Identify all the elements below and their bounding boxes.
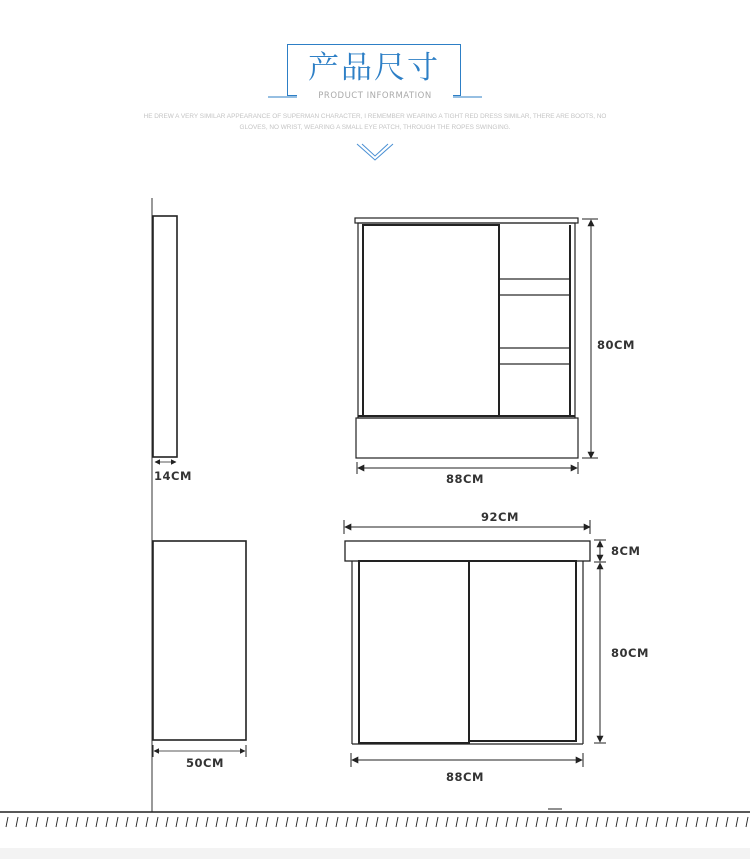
section-subtitle: PRODUCT INFORMATION [297,91,453,102]
floor-hatch-mark [676,817,678,827]
floor-hatch-mark [176,817,178,827]
vanity-body-height-label: 80CM [611,646,649,660]
floor-hatch-mark [316,817,318,827]
floor-hatch-mark [536,817,538,827]
floor-hatch-mark [746,817,748,827]
floor-hatch-mark [356,817,358,827]
floor-hatch-mark [346,817,348,827]
floor-hatch-mark [496,817,498,827]
vanity-depth-label: 50CM [186,756,224,770]
floor-hatch-mark [36,817,38,827]
floor-hatch-mark [266,817,268,827]
mirror-cabinet-depth-label: 14CM [154,469,192,483]
floor-hatch-mark [226,817,228,827]
mirror-cabinet-side [153,216,177,457]
floor-hatch-mark [116,817,118,827]
vanity-side [153,541,246,740]
floor-hatch-mark [636,817,638,827]
floor-hatch-mark [706,817,708,827]
floor-hatch-mark [166,817,168,827]
floor-hatch-mark [386,817,388,827]
vanity-front [345,541,590,744]
floor-hatch-mark [506,817,508,827]
floor-hatch-mark [686,817,688,827]
floor-hatch-mark [276,817,278,827]
floor-hatch-mark [26,817,28,827]
floor-hatch-mark [416,817,418,827]
floor-hatch-mark [516,817,518,827]
floor-hatch-mark [146,817,148,827]
floor-hatch-mark [126,817,128,827]
floor-hatch-mark [46,817,48,827]
floor-hatch-mark [76,817,78,827]
mirror-cabinet-height-label: 80CM [597,338,635,352]
floor-hatch-mark [466,817,468,827]
floor-hatch-mark [546,817,548,827]
floor-hatch-mark [606,817,608,827]
floor-hatch-mark [666,817,668,827]
floor-hatch-mark [626,817,628,827]
floor-hatch-mark [206,817,208,827]
floor-hatch-mark [66,817,68,827]
floor-hatch-mark [446,817,448,827]
floor-hatch-mark [366,817,368,827]
floor-line [0,809,750,827]
floor-hatch-mark [6,817,8,827]
floor-hatch-mark [576,817,578,827]
mirror-cabinet-width-label: 88CM [446,472,484,486]
floor-hatch-mark [456,817,458,827]
floor-hatch-mark [716,817,718,827]
vanity-top-thickness-label: 8CM [611,544,641,558]
floor-hatch-mark [486,817,488,827]
floor-hatch-mark [296,817,298,827]
floor-hatch-mark [406,817,408,827]
floor-hatch-mark [396,817,398,827]
vanity-top-width-label: 92CM [481,510,519,524]
floor-hatch-mark [596,817,598,827]
floor-hatch-mark [16,817,18,827]
floor-hatch-mark [246,817,248,827]
floor-hatch-mark [106,817,108,827]
chevron-down-icon [357,144,393,160]
floor-hatch-mark [196,817,198,827]
floor-hatch-mark [566,817,568,827]
floor-hatch-mark [256,817,258,827]
floor-hatch-mark [586,817,588,827]
floor-hatch-mark [646,817,648,827]
section-title: 产品尺寸 [308,50,440,86]
floor-hatch-mark [236,817,238,827]
mirror-cabinet-front [355,218,578,458]
vanity-body-width-label: 88CM [446,770,484,784]
floor-hatch-mark [326,817,328,827]
floor-hatch-mark [136,817,138,827]
blurb-line-2: GLOVES, NO WRIST, WEARING A SMALL EYE PATCH, THROUGH THE ROPES SWINGING. [239,124,511,131]
floor-hatch-mark [436,817,438,827]
blurb-line-1: HE DREW A VERY SIMILAR APPEARANCE OF SUPERMAN CHARACTER, I REMEMBER WEARING A TIGHT RED DRESS SIMILAR, THERE ARE BOOTS, NO [143,113,607,120]
floor-hatch-mark [286,817,288,827]
floor-hatch-mark [336,817,338,827]
floor-hatch-mark [186,817,188,827]
floor-hatch-mark [476,817,478,827]
floor-hatch-mark [56,817,58,827]
floor-hatch-mark [696,817,698,827]
floor-hatch-mark [736,817,738,827]
floor-hatch-mark [86,817,88,827]
floor-hatch-mark [216,817,218,827]
floor-hatch-mark [306,817,308,827]
floor-hatch-mark [656,817,658,827]
floor-hatch-mark [726,817,728,827]
floor-hatch-mark [426,817,428,827]
floor-hatch-mark [616,817,618,827]
floor-hatch-mark [156,817,158,827]
floor-hatch-mark [526,817,528,827]
floor-hatch-mark [376,817,378,827]
floor-hatch-mark [96,817,98,827]
floor-hatch-mark [556,817,558,827]
bottom-band [0,848,750,859]
